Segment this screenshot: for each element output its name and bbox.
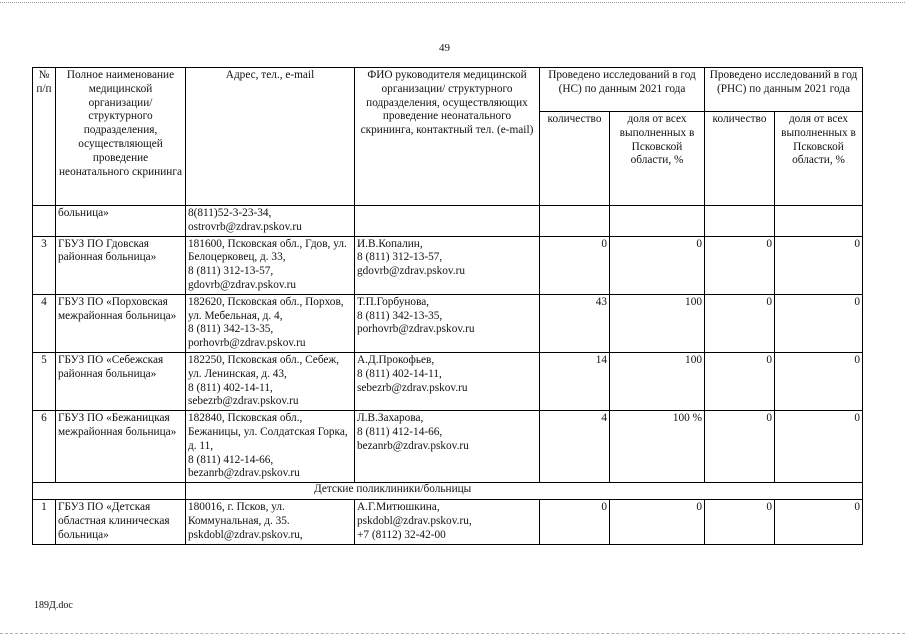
address-cell-line: gdovrb@zdrav.pskov.ru [188, 278, 297, 291]
top-scan-edge [0, 2, 905, 3]
header-address: Адрес, тел., e-mail [186, 68, 355, 206]
head-contact-cell [355, 500, 540, 544]
row-number [33, 206, 56, 237]
rns-count: 0 [705, 294, 775, 352]
head-contact-cell [355, 352, 540, 410]
address-cell [186, 411, 355, 483]
head-contact-cell [355, 294, 540, 352]
head-contact-cell-line: bezanrb@zdrav.pskov.ru [357, 439, 469, 452]
address-cell [186, 500, 355, 544]
rns-share: 0 [775, 352, 863, 410]
head-contact-cell-line: А.Г.Митюшкина, [357, 501, 440, 514]
ns-count: 0 [540, 500, 610, 544]
organization-name: ГБУЗ ПО «Порховская межрайонная больница» [56, 294, 186, 352]
page-number: 49 [439, 42, 450, 54]
address-cell-line: 182840, Псковская обл., Бежаницы, ул. Солдатская Горка, д. 11, [188, 412, 348, 452]
table-body [33, 206, 863, 545]
address-cell [186, 206, 355, 237]
head-contact-cell-line: gdovrb@zdrav.pskov.ru [357, 265, 466, 278]
head-contact-cell-line: 8 (811) 342-13-35, [357, 309, 443, 322]
header-rns-group: Проведено исследований в год (РНС) по данным 2021 года [705, 68, 863, 112]
head-contact-cell-line: 8 (811) 412-14-66, [357, 425, 443, 438]
table-row [33, 352, 863, 410]
screening-organizations-table [32, 67, 863, 545]
header-row [33, 68, 863, 112]
row-number: 5 [33, 352, 56, 410]
address-cell-line: 182250, Псковская обл., Себеж, ул. Ленинская, д. 43, [188, 353, 340, 380]
bottom-scan-edge [0, 633, 905, 634]
rns-share [775, 206, 863, 237]
rns-count: 0 [705, 236, 775, 294]
ns-count: 14 [540, 352, 610, 410]
address-cell-line: 180016, г. Псков, ул. Коммунальная, д. 35. [188, 501, 290, 527]
header-rns-count: количество [705, 112, 775, 206]
address-cell-line: porhovrb@zdrav.pskov.ru [188, 337, 306, 350]
address-cell-line: 8 (811) 412-14-66, [188, 453, 274, 466]
rns-share: 0 [775, 411, 863, 483]
header-organization: Полное наименование медицинской организации/ структурного подразделения, осуществляющей проведение неонатального скрининга [56, 68, 186, 206]
footer-document-code: 189Д.doc [34, 600, 73, 611]
address-cell [186, 294, 355, 352]
head-contact-cell [355, 206, 540, 237]
rns-share: 0 [775, 500, 863, 544]
row-number: 4 [33, 294, 56, 352]
ns-count: 4 [540, 411, 610, 483]
head-contact-cell-line: И.В.Копалин, [357, 237, 423, 250]
head-contact-cell-line: 8 (811) 402-14-11, [357, 367, 442, 380]
organization-name: ГБУЗ ПО Гдовская районная больница» [56, 236, 186, 294]
organization-name: ГБУЗ ПО «Себежская районная больница» [56, 352, 186, 410]
section-title: Детские поликлиники/больницы [186, 483, 863, 500]
head-contact-cell [355, 411, 540, 483]
ns-share: 0 [610, 500, 705, 544]
organization-name: ГБУЗ ПО «Детская областная клиническая больница» [56, 500, 186, 544]
ns-count: 0 [540, 236, 610, 294]
address-cell-line: 8(811)52-3-23-34, [188, 207, 272, 219]
header-ns-count: количество [540, 112, 610, 206]
header-num: № п/п [33, 68, 56, 206]
rns-count: 0 [705, 352, 775, 410]
row-number: 3 [33, 236, 56, 294]
rns-count: 0 [705, 500, 775, 544]
ns-count: 43 [540, 294, 610, 352]
header-ns-share: доля от всех выполненных в Псковской области, % [610, 112, 705, 206]
ns-share: 100 % [610, 411, 705, 483]
head-contact-cell-line: А.Д.Прокофьев, [357, 353, 435, 366]
head-contact-cell-line: 8 (811) 312-13-57, [357, 251, 443, 264]
header-ns-group: Проведено исследований в год (НС) по данным 2021 года [540, 68, 705, 112]
section-spacer-cell [33, 483, 186, 500]
ns-share [610, 206, 705, 237]
address-cell [186, 236, 355, 294]
head-contact-cell-line: porhovrb@zdrav.pskov.ru [357, 323, 475, 336]
row-number: 6 [33, 411, 56, 483]
address-cell-line: 8 (811) 342-13-35, [188, 323, 274, 336]
row-number: 1 [33, 500, 56, 544]
rns-share: 0 [775, 294, 863, 352]
table-row [33, 411, 863, 483]
address-cell-line: 181600, Псковская обл., Гдов, ул. Белоцерковец, д. 33, [188, 237, 347, 264]
address-cell-line: 8 (811) 312-13-57, [188, 265, 274, 278]
table-row [33, 206, 863, 237]
address-cell-line: 8 (811) 402-14-11, [188, 381, 273, 394]
head-contact-cell-line: sebezrb@zdrav.pskov.ru [357, 381, 468, 394]
address-cell-line: pskdobl@zdrav.pskov.ru, [188, 528, 303, 541]
header-head-contact: ФИО руководителя медицинской организации/ структурного подразделения, осуществляющих проведение неонатального скрининга, контактный тел. (e-mail) [355, 68, 540, 206]
header-rns-share: доля от всех выполненных в Псковской области, % [775, 112, 863, 206]
head-contact-cell [355, 236, 540, 294]
head-contact-cell-line: Т.П.Горбунова, [357, 295, 430, 308]
address-cell [186, 352, 355, 410]
ns-share: 0 [610, 236, 705, 294]
rns-share: 0 [775, 236, 863, 294]
rns-count [705, 206, 775, 237]
organization-name: больница» [56, 206, 186, 237]
address-cell-line: sebezrb@zdrav.pskov.ru [188, 395, 299, 408]
address-cell-line: 182620, Псковская обл., Порхов, ул. Мебельная, д. 4, [188, 295, 344, 322]
section-header-row [33, 483, 863, 500]
head-contact-cell-line: Л.В.Захарова, [357, 412, 424, 425]
organization-name: ГБУЗ ПО «Бежаницкая межрайонная больница» [56, 411, 186, 483]
rns-count: 0 [705, 411, 775, 483]
ns-share: 100 [610, 352, 705, 410]
table-row [33, 236, 863, 294]
address-cell-line: bezanrb@zdrav.pskov.ru [188, 467, 300, 480]
ns-share: 100 [610, 294, 705, 352]
table-row [33, 294, 863, 352]
head-contact-cell-line: pskdobl@zdrav.pskov.ru, [357, 514, 472, 527]
address-cell-line: ostrovrb@zdrav.pskov.ru [188, 220, 302, 233]
ns-count [540, 206, 610, 237]
head-contact-cell-line: +7 (8112) 32-42-00 [357, 528, 446, 541]
table-row [33, 500, 863, 544]
